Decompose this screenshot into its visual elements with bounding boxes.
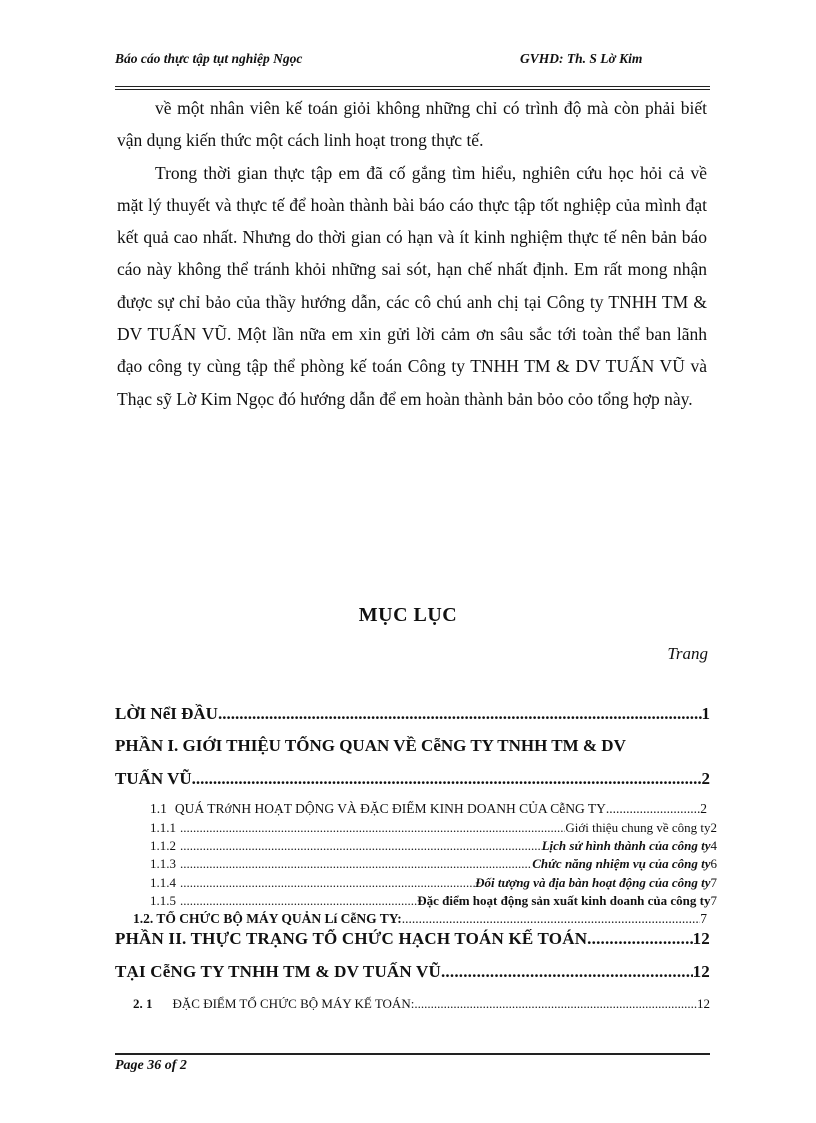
toc-entry-1-1[interactable] xyxy=(150,801,707,817)
toc-entry-page: 12 xyxy=(692,929,710,948)
toc-leader xyxy=(441,962,693,982)
page-header xyxy=(115,50,710,90)
toc-entry-label: Giới thiệu chung về công ty xyxy=(565,820,711,835)
toc-entry-page: 2 xyxy=(710,820,717,835)
toc-leader xyxy=(606,801,700,817)
toc-entry-page: 7 xyxy=(710,893,717,908)
toc-leader xyxy=(180,856,532,872)
toc-entry-page: 7 xyxy=(710,875,717,890)
toc-entry-num: 1.1 xyxy=(150,801,167,816)
toc-entry-2-1[interactable] xyxy=(133,996,710,1012)
toc-entry-label: QUÁ TRớNH HOẠT DỘNG VÀ ĐẶC ĐIỂM KINH DOANH CỦA CễNG TY xyxy=(174,801,606,816)
toc-entry-loi-noi-dau[interactable] xyxy=(115,704,710,724)
toc-entry-phan1-line2[interactable] xyxy=(115,769,710,789)
body-text xyxy=(117,92,707,415)
toc-entry-num: 1.1.3 xyxy=(150,856,176,871)
toc-leader xyxy=(218,704,702,724)
toc-entry-phan2-line2[interactable] xyxy=(115,962,710,982)
page-footer: Page 36 of 2 xyxy=(115,1058,187,1073)
paragraph-1: về một nhân viên kế toán giỏi không những chỉ có trình độ mà còn phải biết vận dụng kiến thức một cách linh hoạt trong thực tế. xyxy=(117,98,707,151)
toc-entry-1-1-3[interactable] xyxy=(150,856,717,872)
toc-entry-label: 1.2. TỔ CHỨC BỘ MÁY QUẢN Lí CễNG TY: xyxy=(133,911,402,926)
toc-entry-page: 2 xyxy=(700,801,707,816)
header-rule xyxy=(115,86,710,87)
header-right: GVHD: Th. S Lờ Kim xyxy=(520,51,643,66)
toc-leader xyxy=(587,929,692,949)
toc-entry-1-1-5[interactable] xyxy=(150,893,717,909)
header-rule-double xyxy=(115,89,710,90)
toc-leader xyxy=(180,838,542,854)
toc-entry-num: 1.1.5 xyxy=(150,893,176,908)
paragraph-2: Trong thời gian thực tập em đã cố gắng tìm hiểu, nghiên cứu học hỏi cả về mặt lý thuyết và thực tế để hoàn thành bài báo cáo thực tập tốt nghiệp của mình đạt kết quả cao nhất. Nhưng do thời gian có hạn và ít kinh nghiệm thực tế nên bản báo cáo này không thể tránh khỏi những sai sót, hạn chế nhất định. Em rất mong nhận được sự chỉ bảo của thầy hướng dẫn, các cô chú anh chị tại Công ty TNHH TM & DV TUẤN VŨ. Một lần nữa em xin gửi lời cảm ơn sâu sắc tới toàn thể ban lãnh đạo công ty cùng tập thể phòng kế toán Công ty TNHH TM & DV TUẤN VŨ và Thạc sỹ Lờ Kim Ngọc đó hướng dẫn để em hoàn thành bản bỏo cỏo tổng hợp này. xyxy=(117,162,707,409)
toc-entry-label: Đặc điểm hoạt động sản xuất kinh doanh của công ty xyxy=(417,893,711,908)
toc-entry-label: Đối tượng và địa bàn hoạt động của công ty xyxy=(475,875,711,890)
toc-entry-1-1-4[interactable] xyxy=(150,875,717,891)
toc-entry-label: TẠI CễNG TY TNHH TM & DV TUẤN VŨ xyxy=(115,962,441,981)
toc-entry-1-1-1[interactable] xyxy=(150,820,717,836)
toc-entry-label: PHẦN I. GIỚI THIỆU TỔNG QUAN VỀ CễNG TY TNHH TM & DV xyxy=(115,736,626,755)
toc-entry-num: 1.1.4 xyxy=(150,875,176,890)
toc-entry-label: TUẤN VŨ xyxy=(115,769,192,788)
toc-entry-label: Chức năng nhiệm vụ của công ty xyxy=(532,856,711,871)
toc-leader xyxy=(180,893,417,909)
header-left: Báo cáo thực tập tụt nghiệp Ngọc xyxy=(115,51,303,66)
toc-entry-page: 12 xyxy=(692,962,710,981)
toc-entry-phan2-line1[interactable] xyxy=(115,929,710,949)
toc-entry-num: 1.1.2 xyxy=(150,838,176,853)
toc-entry-page: 6 xyxy=(710,856,717,871)
footer-rule xyxy=(115,1053,710,1055)
toc-entry-label: PHẦN II. THỰC TRẠNG TỔ CHỨC HẠCH TOÁN KẾ TOÁN xyxy=(115,929,588,948)
toc-entry-page: 2 xyxy=(701,769,710,788)
toc-entry-label: LỜI NểI ĐẦU xyxy=(115,704,218,723)
toc-leader xyxy=(414,996,697,1012)
toc-entry-phan1-line1[interactable] xyxy=(115,736,710,756)
toc-entry-1-2[interactable] xyxy=(133,911,707,927)
toc-entry-page: 7 xyxy=(700,911,707,926)
toc-entry-num: 1.1.1 xyxy=(150,820,176,835)
toc-page-label: Trang xyxy=(667,644,708,663)
toc-leader xyxy=(180,820,565,836)
toc-entry-num: 2. 1 xyxy=(133,996,153,1011)
toc-title: MỤC LỤC xyxy=(358,604,458,626)
toc-entry-page: 4 xyxy=(710,838,717,853)
toc-leader xyxy=(180,875,475,891)
toc-entry-label: Lịch sử hình thành của công ty xyxy=(541,838,711,853)
toc-leader xyxy=(402,911,700,927)
toc-entry-page: 1 xyxy=(701,704,710,723)
toc-entry-page: 12 xyxy=(697,996,710,1011)
toc-leader xyxy=(192,769,702,789)
toc-entry-label: ĐẶC ĐIỂM TỔ CHỨC BỘ MÁY KẾ TOÁN: xyxy=(172,996,415,1011)
toc-entry-1-1-2[interactable] xyxy=(150,838,717,854)
